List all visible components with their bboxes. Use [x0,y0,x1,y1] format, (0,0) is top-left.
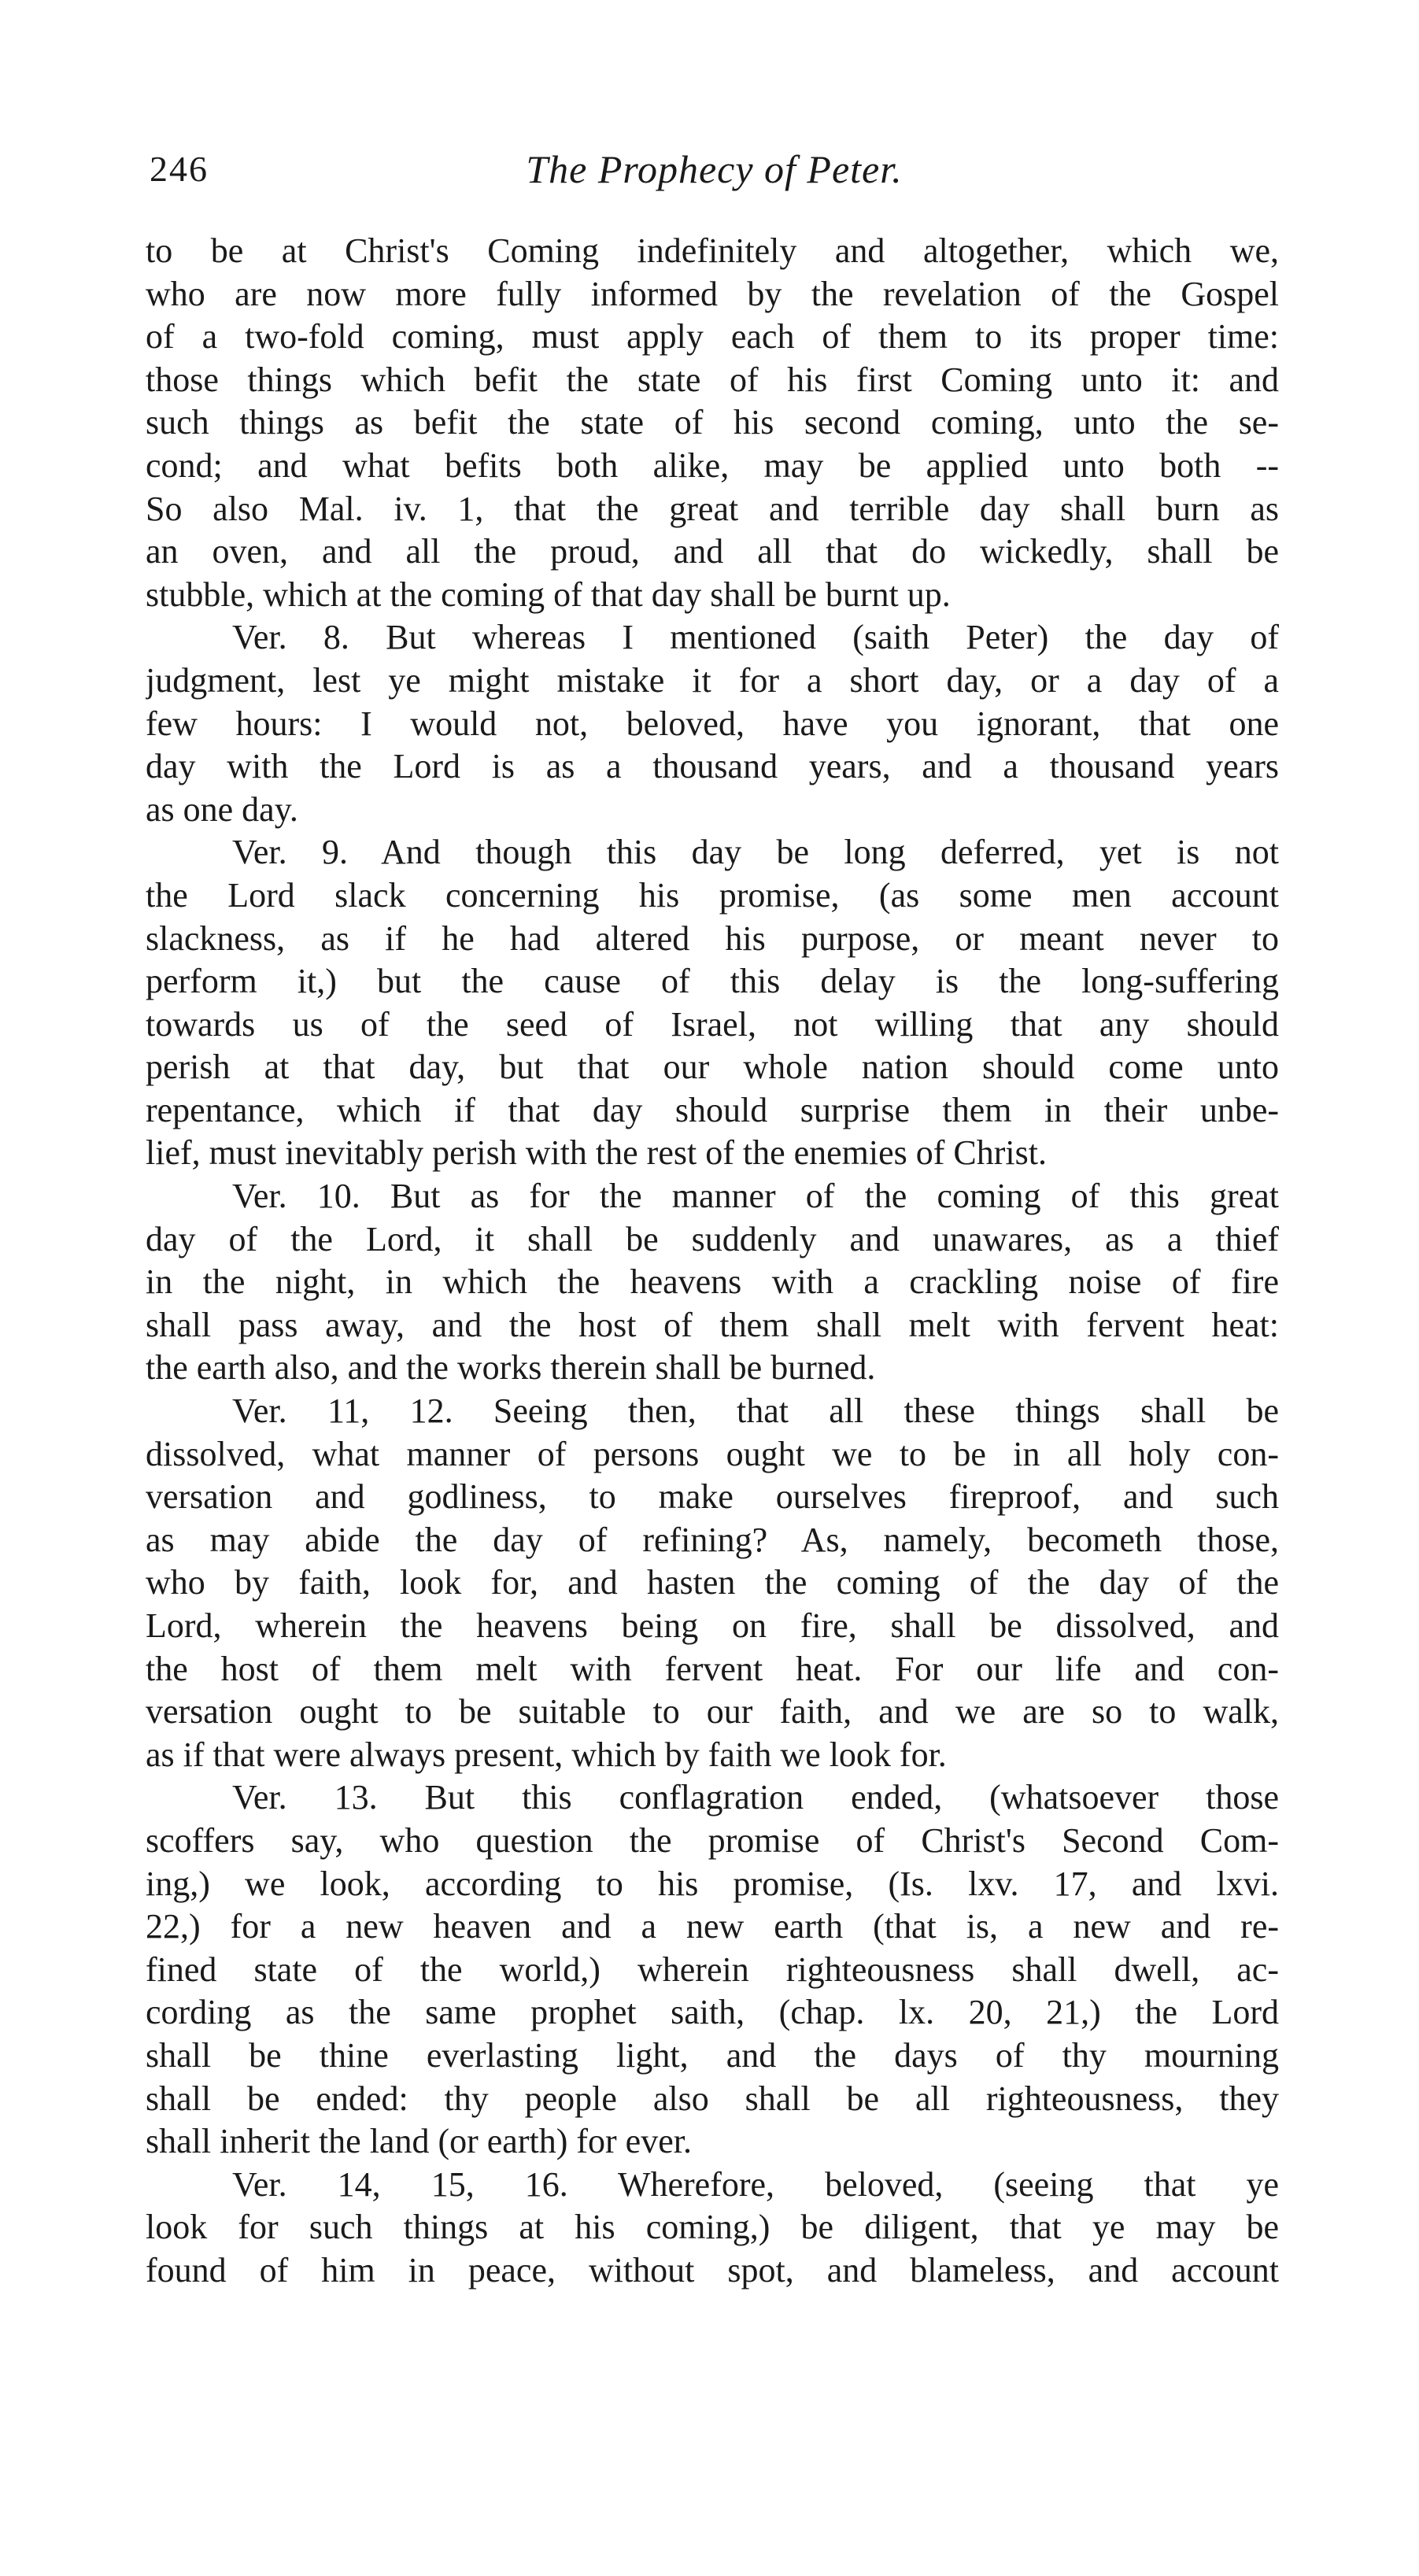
text-line: as may abide the day of refining? As, namely, becometh those, [146,1520,1279,1559]
text-line: shall pass away, and the host of them shall melt with fervent heat: [146,1305,1279,1344]
text-line: dissolved, what manner of persons ought we to be in all holy con- [146,1434,1279,1473]
verse-11-12-start: Ver. 11, 12. Seeing then, that all these things shall be [232,1391,1279,1431]
text-line: So also Mal. iv. 1, that the great and terrible day shall burn as [146,489,1279,528]
page-number: 246 [150,149,209,189]
text-line: shall be ended: thy people also shall be all righteousness, they [146,2079,1279,2118]
text-line: towards us of the seed of Israel, not willing that any should [146,1004,1279,1044]
text-line: cording as the same prophet saith, (chap. lx. 20, 21,) the Lord [146,1993,1279,2032]
text-line: such things as befit the state of his second coming, unto the se- [146,403,1279,442]
text-line: ing,) we look, according to his promise, (Is. lxv. 17, and lxvi. [146,1864,1279,1903]
text-line: who are now more fully informed by the revelation of the Gospel [146,274,1279,313]
text-line: the host of them melt with fervent heat. For our life and con- [146,1649,1279,1688]
text-line: an oven, and all the proud, and all that do wickedly, shall be [146,532,1279,571]
text-line: those things which befit the state of his first Coming unto it: and [146,360,1279,399]
verse-13-start: Ver. 13. But this conflagration ended, (whatsoever those [232,1778,1279,1817]
text-line: in the night, in which the heavens with a crackling noise of fire [146,1262,1279,1302]
text-line: fined state of the world,) wherein righteousness shall dwell, ac- [146,1950,1279,1989]
text-line: found of him in peace, without spot, and blameless, and account [146,2250,1279,2290]
text-line: day of the Lord, it shall be suddenly and unawares, as a thief [146,1219,1279,1258]
text-line: look for such things at his coming,) be diligent, that ye may be [146,2208,1279,2247]
text-line: Lord, wherein the heavens being on fire, shall be dissolved, and [146,1606,1279,1645]
text-line: cond; and what befits both alike, may be applied unto both -- [146,445,1279,485]
text-line: lief, must inevitably perish with the rest of the enemies of Christ. [146,1133,1047,1173]
text-line: perish at that day, but that our whole nation should come unto [146,1048,1279,1087]
verse-9-start: Ver. 9. And though this day be long deferred, yet is not [232,833,1279,872]
text-line: slackness, as if he had altered his purpose, or meant never to [146,918,1279,958]
text-line: repentance, which if that day should surprise them in their unbe- [146,1090,1279,1129]
text-line: stubble, which at the coming of that day shall be burnt up. [146,575,951,614]
text-line: versation ought to be suitable to our faith, and we are so to walk, [146,1692,1279,1732]
verse-14-16-start: Ver. 14, 15, 16. Wherefore, beloved, (seeing that ye [232,2164,1279,2204]
text-line: the Lord slack concerning his promise, (as some men account [146,875,1279,915]
text-line: judgment, lest ye might mistake it for a short day, or a day of a [146,660,1279,700]
text-line: few hours: I would not, beloved, have you ignorant, that one [146,704,1279,743]
text-line: 22,) for a new heaven and a new earth (that is, a new and re- [146,1907,1279,1946]
page-header [150,142,1279,197]
text-line: who by faith, look for, and hasten the coming of the day of the [146,1563,1279,1602]
text-line: of a two-fold coming, must apply each of them to its proper time: [146,317,1279,357]
text-line: to be at Christ's Coming indefinitely and altogether, which we, [146,231,1279,270]
text-line: as one day. [146,789,298,829]
text-line: the earth also, and the works therein shall be burned. [146,1348,876,1388]
verse-10-start: Ver. 10. But as for the manner of the coming of this great [232,1177,1279,1216]
body-text [146,230,1279,2293]
verse-8-start: Ver. 8. But whereas I mentioned (saith Peter) the day of [232,618,1279,657]
text-line: shall be thine everlasting light, and the days of thy mourning [146,2035,1279,2075]
running-title: The Prophecy of Peter. [526,147,903,191]
text-line: versation and godliness, to make ourselves fireproof, and such [146,1477,1279,1517]
text-line: shall inherit the land (or earth) for ever. [146,2122,692,2161]
text-line: day with the Lord is as a thousand years, and a thousand years [146,747,1279,786]
text-line: as if that were always present, which by faith we look for. [146,1735,947,1774]
text-line: perform it,) but the cause of this delay is the long-suffering [146,962,1279,1001]
text-line: scoffers say, who question the promise of Christ's Second Com- [146,1820,1279,1860]
